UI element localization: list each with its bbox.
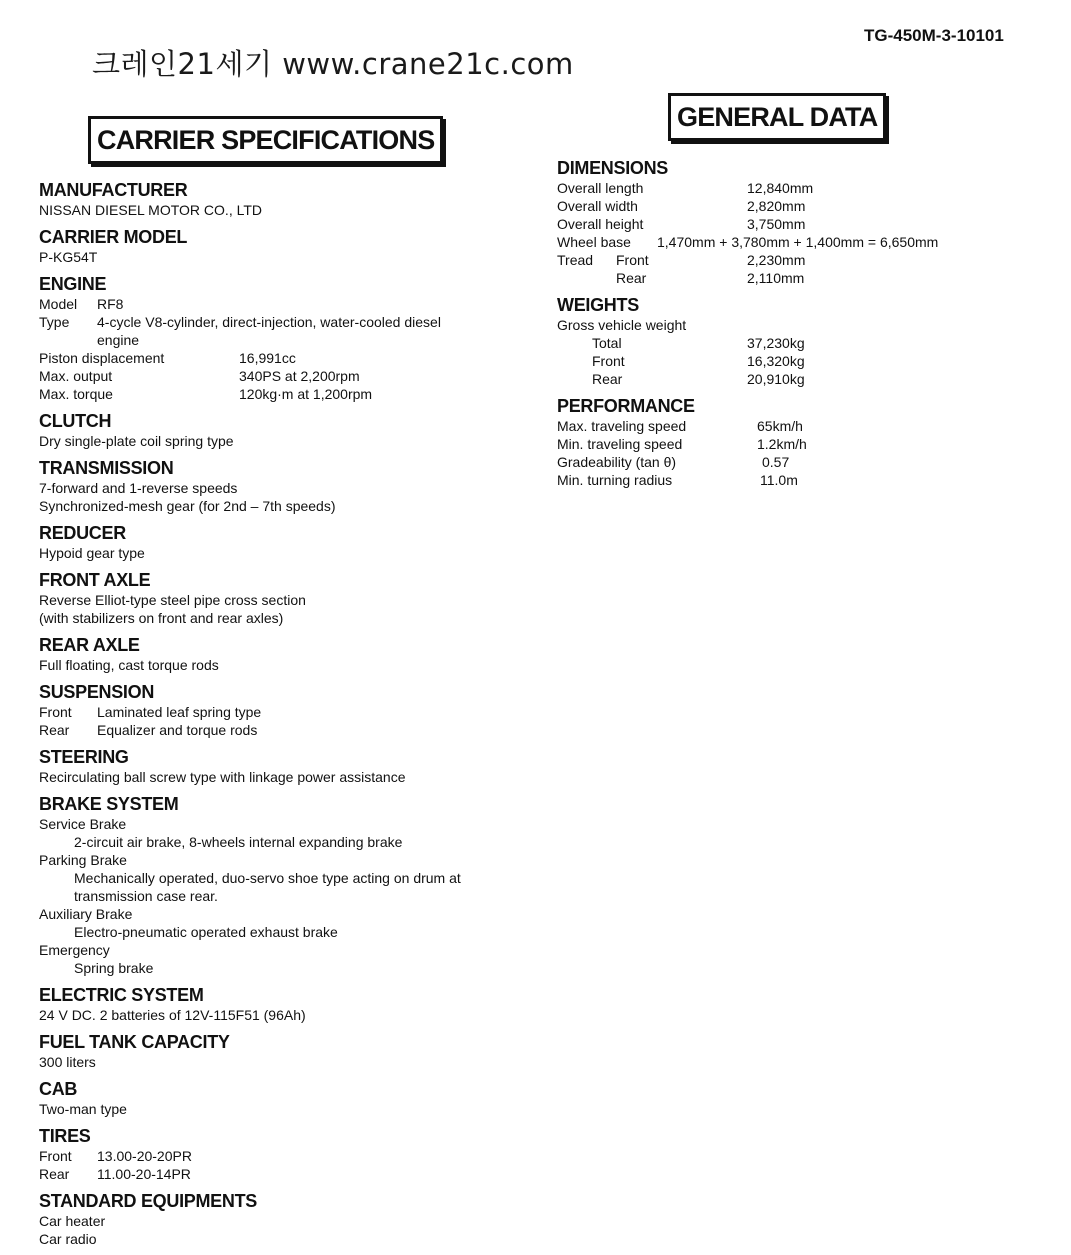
section-heading: TIRES [39,1126,91,1146]
carrier-specifications-column [39,179,509,1255]
spec-label: Rear [39,722,70,738]
wheel-base-row [557,233,1037,251]
spec-value: 11.00-20-14PR [97,1166,191,1182]
spec-value: 1.2km/h [757,436,807,452]
section-heading: CLUTCH [39,411,112,431]
spec-label: Rear [592,371,623,387]
section-heading: SUSPENSION [39,682,155,702]
spec-value: 4-cycle V8-cylinder, direct-injection, water-cooled diesel engine [97,314,441,348]
watermark-text: 크레인21세기 www.crane21c.com [92,47,574,81]
section-heading: TRANSMISSION [39,458,174,478]
steering-section [39,746,509,786]
brake-parking-label: Parking Brake [39,852,127,868]
turning-radius-row [557,471,1037,489]
clutch-value: Dry single-plate coil spring type [39,433,234,449]
performance-section [557,395,1037,489]
spec-value: 1,470mm + 3,780mm + 1,400mm = 6,650mm [657,234,939,250]
spec-value: RF8 [97,296,124,312]
weights-section [557,294,1037,388]
weight-front-row [557,352,1037,370]
gradeability-row [557,453,1037,471]
document-id: TG-450M-3-10101 [864,26,1004,45]
spec-label: Piston displacement [39,350,165,366]
section-heading: STEERING [39,747,129,767]
section-heading: STANDARD EQUIPMENTS [39,1191,257,1211]
spec-value: 11.0m [760,472,798,488]
manufacturer-section [39,179,509,219]
general-data-title: GENERAL DATA [668,93,886,141]
front-axle-section [39,569,509,627]
spec-label: Max. traveling speed [557,418,687,434]
spec-value: 2,230mm [747,252,806,268]
steering-value: Recirculating ball screw type with linkage power assistance [39,769,406,785]
section-heading: REDUCER [39,523,126,543]
brake-section [39,793,509,977]
brake-parking-value: Mechanically operated, duo-servo shoe type acting on drum at transmission case rear. [74,870,461,904]
section-heading: MANUFACTURER [39,180,188,200]
section-heading: FRONT AXLE [39,570,151,590]
section-heading: REAR AXLE [39,635,140,655]
front-axle-line: Reverse Elliot-type steel pipe cross section [39,592,306,608]
spec-value: 2,110mm [747,270,805,286]
section-heading: PERFORMANCE [557,396,695,416]
engine-output-row [39,367,509,385]
spec-label: Min. turning radius [557,472,673,488]
spec-label: Tread [557,252,594,268]
spec-value: 13.00-20-20PR [97,1148,192,1164]
engine-model-row [39,295,509,313]
reducer-section [39,522,509,562]
carrier-model-value: P-KG54T [39,249,98,265]
section-heading: FUEL TANK CAPACITY [39,1032,230,1052]
equipment-item: Car radio [39,1231,97,1247]
spec-value: 120kg·m at 1,200rpm [239,386,373,402]
spec-label: Max. torque [39,386,113,402]
brake-service-value: 2-circuit air brake, 8-wheels internal expanding brake [74,834,403,850]
spec-value: 0.57 [762,454,790,470]
spec-value: 20,910kg [747,371,805,387]
general-data-column [557,157,1037,496]
spec-label: Total [592,335,622,351]
spec-value: 3,750mm [747,216,806,232]
gross-weight-label: Gross vehicle weight [557,317,687,333]
spec-value: 65km/h [757,418,803,434]
standard-equipment-section [39,1190,509,1248]
manufacturer-value: NISSAN DIESEL MOTOR CO., LTD [39,202,263,218]
engine-type-row [39,313,509,349]
clutch-section [39,410,509,450]
equipment-item: Car heater [39,1213,106,1229]
tires-rear-row [39,1165,509,1183]
carrier-specifications-title: CARRIER SPECIFICATIONS [88,116,443,164]
rear-axle-value: Full floating, cast torque rods [39,657,219,673]
section-heading: CAB [39,1079,78,1099]
spec-label: Wheel base [557,234,631,250]
cab-section [39,1078,509,1118]
spec-value: 16,991cc [239,350,296,366]
overall-length-row [557,179,1037,197]
carrier-model-section [39,226,509,266]
spec-label: Front [39,1148,72,1164]
fuel-tank-value: 300 liters [39,1054,96,1070]
spec-label: Front [592,353,625,369]
spec-label: Overall height [557,216,644,232]
section-heading: WEIGHTS [557,295,639,315]
spec-value: 37,230kg [747,335,805,351]
max-speed-row [557,417,1037,435]
electric-value: 24 V DC. 2 batteries of 12V-115F51 (96Ah) [39,1007,306,1023]
spec-sublabel: Rear [616,270,647,286]
cab-value: Two-man type [39,1101,127,1117]
section-heading: ELECTRIC SYSTEM [39,985,204,1005]
spec-value: 340PS at 2,200rpm [239,368,360,384]
engine-displacement-row [39,349,509,367]
spec-label: Min. traveling speed [557,436,683,452]
tires-front-row [39,1147,509,1165]
front-axle-line: (with stabilizers on front and rear axles) [39,610,284,626]
spec-label: Max. output [39,368,113,384]
spec-value: 16,320kg [747,353,805,369]
brake-emergency-value: Spring brake [74,960,154,976]
weight-total-row [557,334,1037,352]
overall-height-row [557,215,1037,233]
section-heading: BRAKE SYSTEM [39,794,179,814]
brake-service-label: Service Brake [39,816,127,832]
weight-rear-row [557,370,1037,388]
tires-section [39,1125,509,1183]
brake-auxiliary-value: Electro-pneumatic operated exhaust brake [74,924,338,940]
reducer-value: Hypoid gear type [39,545,145,561]
section-heading: ENGINE [39,274,107,294]
spec-sublabel: Front [616,252,649,268]
min-speed-row [557,435,1037,453]
tread-front-row [557,251,1037,269]
transmission-line: Synchronized-mesh gear (for 2nd – 7th speeds) [39,498,336,514]
dimensions-section [557,157,1037,287]
overall-width-row [557,197,1037,215]
suspension-rear-row [39,721,509,739]
spec-label: Type [39,314,70,330]
spec-label: Overall length [557,180,644,196]
brake-auxiliary-label: Auxiliary Brake [39,906,133,922]
fuel-tank-section [39,1031,509,1071]
suspension-section [39,681,509,739]
spec-label: Front [39,704,72,720]
brake-emergency-label: Emergency [39,942,110,958]
suspension-front-row [39,703,509,721]
section-heading: DIMENSIONS [557,158,669,178]
tread-rear-row [557,269,1037,287]
electric-section [39,984,509,1024]
transmission-line: 7-forward and 1-reverse speeds [39,480,238,496]
engine-section [39,273,509,403]
rear-axle-section [39,634,509,674]
spec-label: Gradeability (tan θ) [557,454,677,470]
spec-label: Model [39,296,78,312]
spec-label: Rear [39,1166,70,1182]
transmission-section [39,457,509,515]
section-heading: CARRIER MODEL [39,227,188,247]
spec-value: Laminated leaf spring type [97,704,262,720]
engine-torque-row [39,385,509,403]
spec-value: Equalizer and torque rods [97,722,258,738]
spec-label: Overall width [557,198,638,214]
spec-value: 12,840mm [747,180,814,196]
spec-value: 2,820mm [747,198,806,214]
